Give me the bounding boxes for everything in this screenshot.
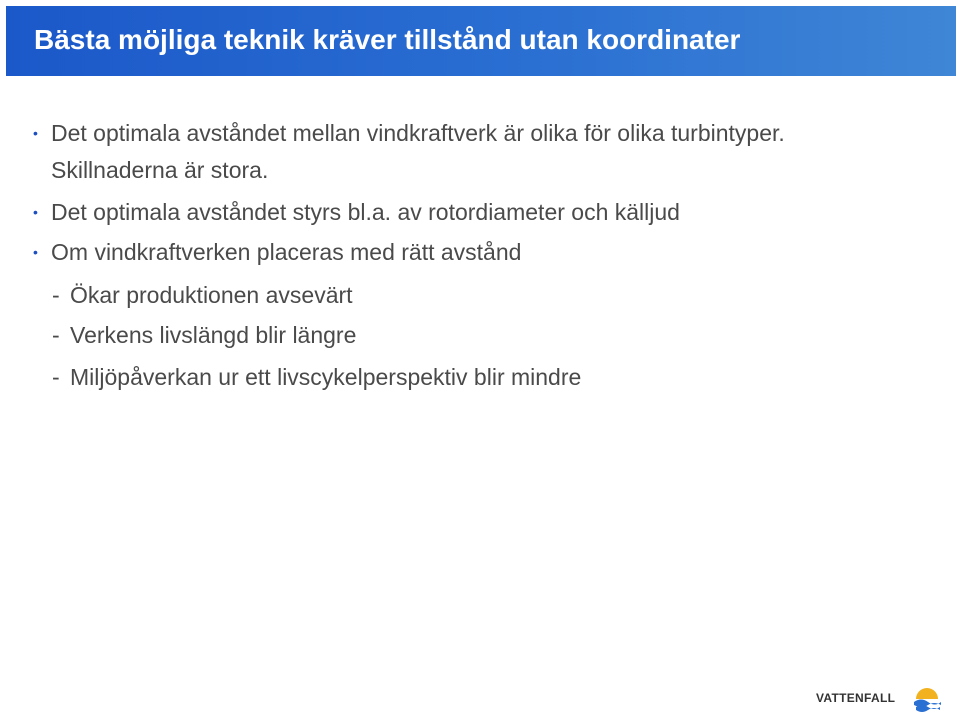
sub-item-3	[52, 362, 581, 392]
sub-item-1-text: Ökar produktionen avsevärt	[70, 282, 353, 308]
sub-item-3-text: Miljöpåverkan ur ett livscykelperspektiv blir mindre	[70, 364, 582, 390]
bullet-2-text: Det optimala avståndet styrs bl.a. av rotordiameter och källjud	[51, 199, 680, 225]
bullet-dot-icon: •	[33, 125, 38, 141]
bullet-dot-icon: •	[33, 244, 38, 260]
vattenfall-logo	[816, 684, 946, 714]
sub-item-1	[52, 280, 353, 310]
vattenfall-sun-wave-icon	[912, 684, 942, 714]
slide-title: Bästa möjliga teknik kräver tillstånd utan koordinater	[34, 24, 741, 55]
sub-item-2	[52, 320, 356, 350]
dash-mark: -	[52, 364, 60, 390]
sub-item-2-text: Verkens livslängd blir längre	[70, 322, 357, 348]
bullet-dot-icon: •	[33, 204, 38, 220]
dash-mark: -	[52, 322, 60, 348]
bullet-1-line-2: Skillnaderna är stora.	[51, 157, 269, 183]
bullet-3-text: Om vindkraftverken placeras med rätt avstånd	[51, 239, 522, 265]
bullet-1-line-1: Det optimala avståndet mellan vindkraftverk är olika för olika turbintyper.	[51, 120, 785, 146]
logo-wordmark: VATTENFALL	[816, 691, 896, 705]
dash-mark: -	[52, 282, 60, 308]
